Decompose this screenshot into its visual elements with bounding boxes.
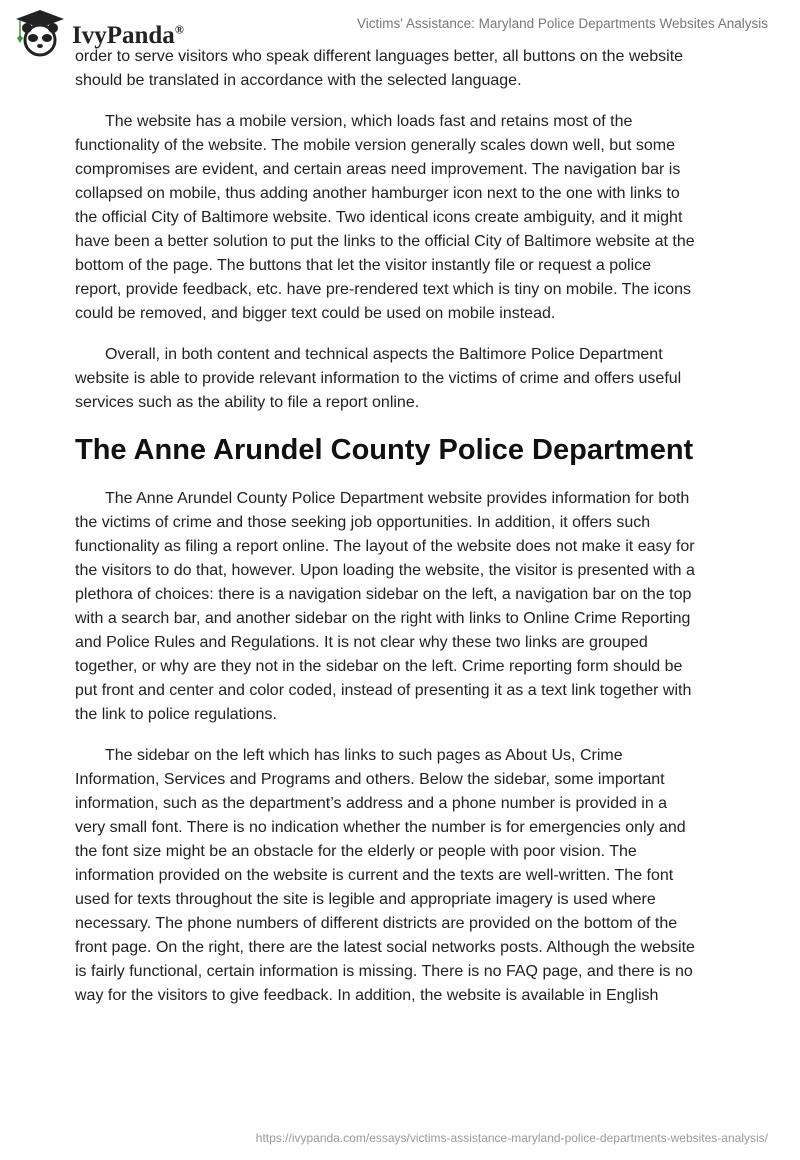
document-title: Victims' Assistance: Maryland Police Departments Websites Analysis bbox=[357, 16, 768, 31]
logo-text: IvyPanda® bbox=[72, 22, 184, 49]
text-line: very small font. There is no indication whether the number is for emergencies only and bbox=[75, 819, 686, 836]
text-line: report, provide feedback, etc. have pre-rendered text which is tiny on mobile. The icons bbox=[75, 281, 692, 298]
text-line: The website has a mobile version, which loads fast and retains most of the bbox=[105, 113, 633, 130]
text-line: used for texts throughout the site is legible and appropriate imagery is used where bbox=[75, 891, 656, 908]
text-line: put front and center and color coded, instead of presenting it as a text link together with bbox=[75, 682, 692, 699]
text-line: Overall, in both content and technical aspects the Baltimore Police Department bbox=[105, 346, 663, 363]
essay-content bbox=[75, 45, 735, 1025]
text-line: The sidebar on the left which has links to such pages as About Us, Crime bbox=[105, 747, 623, 764]
panda-graduate-icon bbox=[12, 8, 68, 58]
text-line: information, such as the department’s address and a phone number is provided in a bbox=[75, 795, 668, 812]
text-line: collapsed on mobile, thus adding another hamburger icon next to the one with links to bbox=[75, 185, 680, 202]
text-line: way for the visitors to give feedback. In addition, the website is available in English bbox=[75, 987, 659, 1004]
text-line: the font size might be an obstacle for the elderly or people with poor vision. The bbox=[75, 843, 637, 860]
text-line: Information, Services and Programs and others. Below the sidebar, some important bbox=[75, 771, 665, 788]
text-line: functionality as filing a report online. The layout of the website does not make it easy for bbox=[75, 538, 695, 555]
text-line: and Police Rules and Regulations. It is not clear why these two links are grouped bbox=[75, 634, 648, 651]
text-line: the visitors to do that, however. Upon loading the website, the visitor is presented with a bbox=[75, 562, 695, 579]
text-line: necessary. The phone numbers of different districts are provided on the bottom of the bbox=[75, 915, 678, 932]
text-line: should be translated in accordance with the selected language. bbox=[75, 72, 522, 89]
text-line: compromises are evident, and certain areas need improvement. The navigation bar is bbox=[75, 161, 681, 178]
text-line: have been a better solution to put the links to the official City of Baltimore website at the bbox=[75, 233, 695, 250]
paragraph bbox=[75, 45, 735, 93]
text-line: order to serve visitors who speak different languages better, all buttons on the website bbox=[75, 48, 684, 65]
text-line: bottom of the page. The buttons that let the visitor instantly file or request a police bbox=[75, 257, 652, 274]
text-line: the victims of crime and those seeking job opportunities. In addition, it offers such bbox=[75, 514, 651, 531]
text-line: front page. On the right, there are the latest social networks posts. Although the website bbox=[75, 939, 695, 956]
text-line: services such as the ability to file a report online. bbox=[75, 394, 420, 411]
paragraph bbox=[75, 343, 735, 415]
source-url[interactable]: https://ivypanda.com/essays/victims-assistance-maryland-police-departments-websites-analysis/ bbox=[255, 1131, 768, 1145]
text-line: with a search bar, and another sidebar on the right with links to Online Crime Reporting bbox=[75, 610, 691, 627]
text-line: website is able to provide relevant information to the victims of crime and offers useful bbox=[75, 370, 682, 387]
text-line: could be removed, and bigger text could be used on mobile instead. bbox=[75, 305, 556, 322]
paragraph bbox=[75, 744, 735, 1008]
text-line: the link to police regulations. bbox=[75, 706, 277, 723]
text-line: is fairly functional, certain information is missing. There is no FAQ page, and there is no bbox=[75, 963, 693, 980]
paragraph bbox=[75, 110, 735, 326]
text-line: information provided on the website is current and the texts are well-written. The font bbox=[75, 867, 674, 884]
text-line: plethora of choices: there is a navigation sidebar on the left, a navigation bar on the top bbox=[75, 586, 692, 603]
text-line: The Anne Arundel County Police Department website provides information for both bbox=[105, 490, 690, 507]
text-line: the official City of Baltimore website. Two identical icons create ambiguity, and it might bbox=[75, 209, 683, 226]
section-heading: The Anne Arundel County Police Department bbox=[75, 434, 694, 466]
text-line: functionality of the website. The mobile version generally scales down well, but some bbox=[75, 137, 676, 154]
text-line: together, or why are they not in the sidebar on the left. Crime reporting form should be bbox=[75, 658, 683, 675]
paragraph bbox=[75, 487, 735, 727]
